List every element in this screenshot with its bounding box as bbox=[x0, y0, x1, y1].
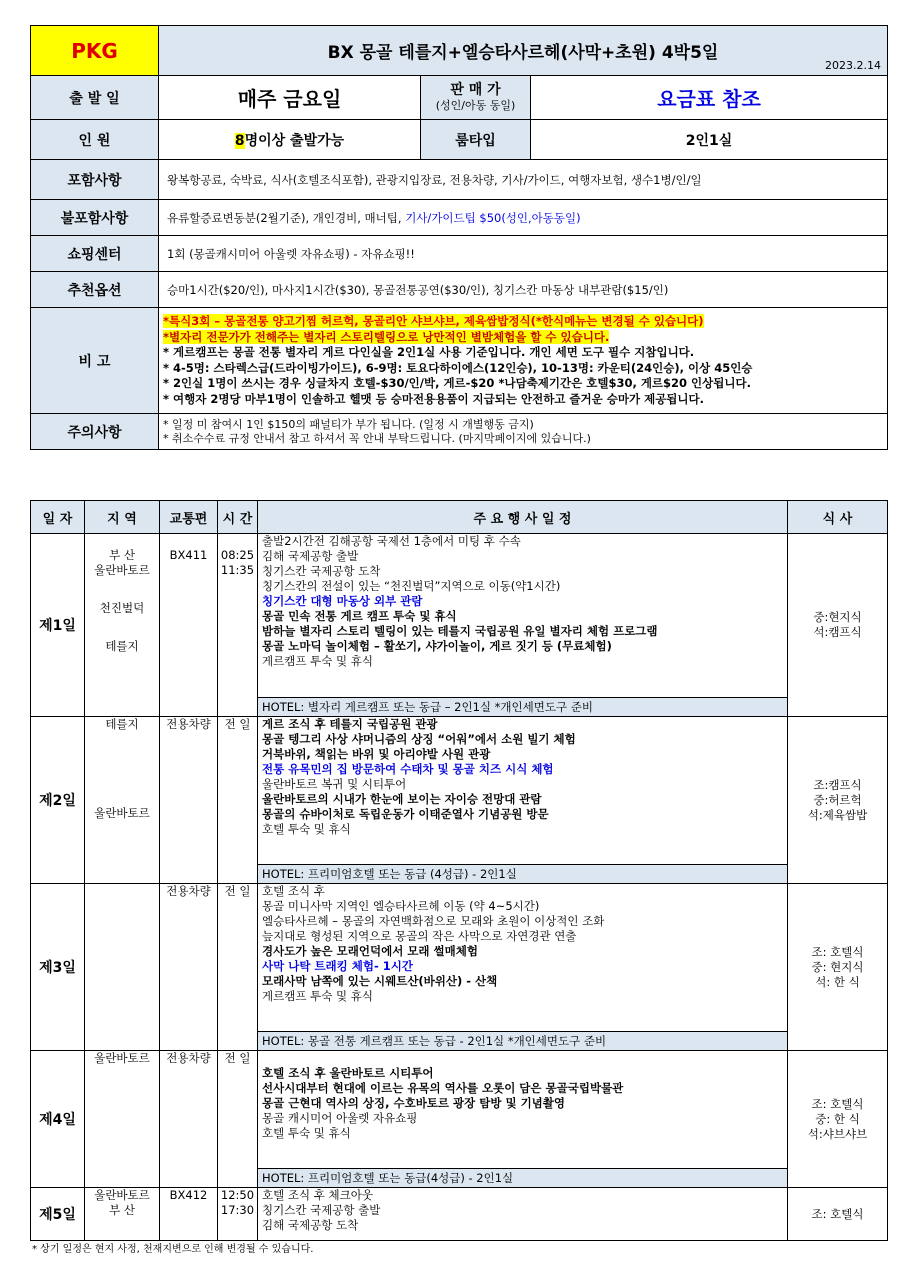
region-name: 테를지 bbox=[105, 717, 139, 731]
schedule-line: 몽골 근현대 역사의 상징, 수호바토르 광장 탐방 및 기념촬영 bbox=[262, 1096, 566, 1110]
day-label: 제3일 bbox=[31, 884, 85, 1051]
region-name: 부 산 bbox=[109, 1203, 135, 1217]
time-cell bbox=[218, 1051, 258, 1188]
schedule-line: 경사도가 높은 모래언덕에서 모래 썰매체험 bbox=[262, 944, 478, 958]
schedule-line: 울란바토르 복귀 및 시티투어 bbox=[262, 777, 407, 791]
meal-item: 조: 호텔식 bbox=[811, 1206, 864, 1221]
issue-date: 2023.2.14 bbox=[825, 59, 881, 72]
schedule-line: 엘승타사르헤 – 몽골의 자연백화점으로 모래와 초원이 이상적인 조화 bbox=[262, 914, 605, 928]
schedule-line: 울란바토르의 시내가 한눈에 보이는 자이승 전망대 관람 bbox=[262, 792, 542, 806]
transport-text: BX412 bbox=[169, 1188, 208, 1202]
region-name bbox=[85, 578, 159, 593]
day-row bbox=[31, 534, 888, 717]
caution-line: * 취소수수료 규정 안내서 참고 하셔서 꼭 안내 부탁드립니다. (마지막페이지에 있습니다.) bbox=[163, 431, 591, 445]
meal-cell bbox=[788, 534, 888, 717]
notes-list bbox=[159, 308, 888, 414]
schedule-line: 몽골 노마딕 놀이체험 – 활쏘기, 샤가이놀이, 게르 짓기 등 (무료체험) bbox=[262, 639, 612, 653]
time-cell bbox=[218, 1188, 258, 1241]
meal-cell bbox=[788, 1188, 888, 1241]
transport-text: 전용차량 bbox=[166, 717, 211, 731]
schedule-cell bbox=[258, 534, 788, 717]
meal-item: 석: 한 식 bbox=[815, 974, 860, 989]
schedule-cell bbox=[258, 717, 788, 884]
meal-item: 조:캠프식 bbox=[813, 777, 862, 792]
include-value: 왕복항공료, 숙박료, 식사(호텔조식포함), 관광지입장료, 전용차량, 기사/가이드, 여행자보험, 생수1병/인/일 bbox=[159, 160, 888, 200]
time-text: 전 일 bbox=[224, 717, 251, 731]
transport-cell bbox=[160, 534, 218, 717]
schedule-line: 몽골 텡그리 사상 샤머니즘의 상징 “어워”에서 소원 빌기 체험 bbox=[262, 732, 576, 746]
exclude-text: 유류할증료변동분(2월기준), 개인경비, 매너팁, bbox=[167, 210, 406, 225]
meal-item: 중:현지식 bbox=[813, 610, 862, 624]
schedule-line bbox=[258, 1051, 787, 1066]
transport-text: BX411 bbox=[169, 548, 208, 562]
time-text: 08:25 bbox=[220, 548, 255, 562]
shopping-label: 쇼핑센터 bbox=[31, 236, 159, 272]
caution-list bbox=[159, 414, 888, 450]
note-line: * 여행자 2명당 마부1명이 인솔하고 헬맷 등 승마전용용품이 지급되는 안전하고 즐거운 승마가 제공됩니다. bbox=[163, 391, 705, 406]
col-schedule: 주 요 행 사 일 정 bbox=[258, 501, 788, 534]
schedule-line: 전통 유목민의 집 방문하여 수태차 및 몽골 치즈 시식 체험 bbox=[262, 762, 554, 776]
price-label-sub: (성인/아동 동일) bbox=[435, 98, 516, 112]
time-text: 11:35 bbox=[220, 563, 255, 577]
region-name bbox=[85, 777, 159, 792]
time-text: 전 일 bbox=[224, 1051, 251, 1065]
people-label: 인 원 bbox=[31, 120, 159, 160]
day-label: 제4일 bbox=[31, 1051, 85, 1188]
schedule-line: 호텔 조식 후 bbox=[262, 884, 325, 898]
region-cell bbox=[85, 534, 160, 717]
schedule-line: 호텔 투숙 및 휴식 bbox=[262, 822, 351, 836]
region-cell bbox=[85, 1188, 160, 1241]
day-label: 제1일 bbox=[31, 534, 85, 717]
day-row bbox=[31, 1051, 888, 1188]
itinerary-table bbox=[30, 500, 888, 1241]
schedule-line: 칭기스칸 국제공항 출발 bbox=[262, 1203, 381, 1217]
region-name: 천진벌덕 bbox=[99, 601, 145, 615]
schedule-line: 출발2시간전 김해공항 국제선 1층에서 미팅 후 수속 bbox=[262, 534, 521, 548]
people-value bbox=[159, 120, 421, 160]
schedule-line: 몽골 캐시미어 아울렛 자유쇼핑 bbox=[262, 1111, 418, 1125]
guide-tip-text: 기사/가이드팁 $50(성인,아동동일) bbox=[405, 210, 581, 225]
notes-label: 비 고 bbox=[31, 308, 159, 414]
room-label: 룸타입 bbox=[421, 120, 531, 160]
region-name: 부 산 bbox=[109, 548, 135, 562]
title-text: BX 몽골 테를지+엘승타사르헤(사막+초원) 4박5일 bbox=[327, 43, 719, 63]
region-name bbox=[85, 762, 159, 777]
schedule-line: 게르캠프 투숙 및 휴식 bbox=[262, 654, 373, 668]
schedule-line: 몽골의 슈바이처로 독립운동가 이태준열사 기념공원 방문 bbox=[262, 807, 549, 821]
room-value: 2인1실 bbox=[531, 120, 888, 160]
schedule-line: 늪지대로 형성된 지역으로 몽골의 작은 사막으로 자연경관 연출 bbox=[262, 929, 577, 943]
schedule-line: 호텔 투숙 및 휴식 bbox=[262, 1126, 351, 1140]
price-value: 요금표 참조 bbox=[531, 76, 888, 120]
include-label: 포함사항 bbox=[31, 160, 159, 200]
hotel-info: HOTEL: 몽골 전통 게르캠프 또는 동급 - 2인1실 *개인세면도구 준비 bbox=[258, 1031, 787, 1050]
people-text: 명이상 출발가능 bbox=[244, 132, 345, 149]
note-line: *별자리 전문가가 전해주는 별자리 스토리텔링으로 낭만적인 별밤체험을 할 수 있습니다. bbox=[163, 329, 610, 344]
schedule-line: 호텔 조식 후 체크아웃 bbox=[262, 1188, 373, 1202]
time-text: 17:30 bbox=[220, 1203, 255, 1217]
caution-label: 주의사항 bbox=[31, 414, 159, 450]
region-name: 울란바토르 bbox=[94, 806, 150, 820]
option-value: 승마1시간($20/인), 마사지1시간($30), 몽골전통공연($30/인), 칭기스칸 마동상 내부관람($15/인) bbox=[159, 272, 888, 308]
exclude-label: 불포함사항 bbox=[31, 200, 159, 236]
schedule-line: 김해 국제공항 출발 bbox=[262, 549, 359, 563]
col-transport: 교통편 bbox=[160, 501, 218, 534]
schedule-cell bbox=[258, 884, 788, 1051]
hotel-info: HOTEL: 프리미엄호텔 또는 동급(4성급) - 2인1실 bbox=[258, 1168, 787, 1187]
note-line: * 4-5명: 스타렉스급(드라이빙가이드), 6-9명: 토요다하이에스(12인승), 10-13명: 카운티(24인승), 이상 45인승 bbox=[163, 360, 753, 375]
people-min-number: 8 bbox=[234, 132, 245, 149]
region-cell bbox=[85, 717, 160, 884]
option-label: 추천옵션 bbox=[31, 272, 159, 308]
exclude-value bbox=[159, 200, 888, 236]
meal-item: 석:제육쌈밥 bbox=[807, 807, 868, 822]
schedule-line: 모래사막 남쪽에 있는 시웨트산(바위산) - 산책 bbox=[262, 974, 498, 988]
time-cell bbox=[218, 534, 258, 717]
day-label: 제2일 bbox=[31, 717, 85, 884]
day-row bbox=[31, 884, 888, 1051]
schedule-line: 밤하늘 별자리 스토리 텔링이 있는 테를지 국립공원 유일 별자리 체험 프로그램 bbox=[262, 624, 658, 638]
transport-text: 전용차량 bbox=[166, 884, 211, 898]
schedule-line: 칭기스칸 국제공항 도착 bbox=[262, 564, 381, 578]
price-label-main: 판 매 가 bbox=[450, 81, 501, 98]
transport-cell bbox=[160, 1051, 218, 1188]
schedule-line: 선사시대부터 현대에 이르는 유목의 역사를 오롯이 담은 몽골국립박물관 bbox=[262, 1081, 624, 1095]
region-name: 테를지 bbox=[105, 639, 139, 653]
transport-text: 전용차량 bbox=[166, 1051, 211, 1065]
schedule-cell bbox=[258, 1051, 788, 1188]
region-cell bbox=[85, 884, 160, 1051]
meal-cell bbox=[788, 717, 888, 884]
col-time: 시 간 bbox=[218, 501, 258, 534]
schedule-line: 게르캠프 투숙 및 휴식 bbox=[262, 989, 373, 1003]
region-name: 울란바토르 bbox=[94, 563, 150, 577]
page-title bbox=[159, 26, 888, 76]
day-row bbox=[31, 1188, 888, 1241]
caution-line: * 일정 미 참여시 1인 $150의 패널티가 부가 됩니다. (일정 시 개별행동 금지) bbox=[163, 417, 534, 431]
note-line: * 2인실 1명이 쓰시는 경우 싱글차지 호텔-$30/인/박, 게르-$20 *나담축제기간은 호텔$30, 게르$20 인상됩니다. bbox=[163, 376, 751, 390]
schedule-line: 몽골 민속 전통 게르 캠프 투숙 및 휴식 bbox=[262, 609, 457, 623]
transport-cell bbox=[160, 884, 218, 1051]
schedule-line: 게르 조식 후 테를지 국립공원 관광 bbox=[262, 717, 438, 731]
schedule-line: 호텔 조식 후 울란바토르 시티투어 bbox=[262, 1066, 434, 1080]
transport-cell bbox=[160, 1188, 218, 1241]
schedule-line: 거북바위, 책읽는 바위 및 아리야발 사원 관광 bbox=[262, 747, 491, 761]
time-cell bbox=[218, 717, 258, 884]
schedule-cell bbox=[258, 1188, 788, 1241]
hotel-info: HOTEL: 프리미엄호텔 또는 동급 (4성급) - 2인1실 bbox=[258, 864, 787, 883]
departure-value: 매주 금요일 bbox=[159, 76, 421, 120]
footer-note: * 상기 일정은 현지 사정, 천재지변으로 인해 변경될 수 있습니다. bbox=[32, 1244, 314, 1255]
col-region: 지 역 bbox=[85, 501, 160, 534]
summary-table bbox=[30, 25, 888, 450]
price-label bbox=[421, 76, 531, 120]
region-cell bbox=[85, 1051, 160, 1188]
region-name: 울란바토르 bbox=[94, 1051, 150, 1065]
region-name bbox=[85, 747, 159, 762]
meal-item: 조: 호텔식 bbox=[811, 1096, 864, 1111]
note-line: *특식3회 – 몽골전통 양고기찜 허르헉, 몽골리안 샤브샤브, 제육쌈밥정식(*한식메뉴는 변경될 수 있습니다) bbox=[163, 314, 704, 328]
region-name: 울란바토르 bbox=[94, 1188, 150, 1202]
transport-cell bbox=[160, 717, 218, 884]
meal-item: 중: 현지식 bbox=[811, 959, 864, 974]
meal-item: 석:캠프식 bbox=[813, 625, 862, 639]
schedule-line: 칭기스칸 대형 마동상 외부 관람 bbox=[262, 594, 423, 608]
time-text: 12:50 bbox=[220, 1188, 255, 1202]
region-name bbox=[85, 616, 159, 631]
hotel-info: HOTEL: 별자리 게르캠프 또는 동급 – 2인1실 *개인세면도구 준비 bbox=[258, 697, 787, 716]
schedule-line: 칭기스칸의 전설이 있는 “천진벌덕”지역으로 이동(약1시간) bbox=[262, 579, 561, 593]
departure-label: 출 발 일 bbox=[31, 76, 159, 120]
time-text: 전 일 bbox=[224, 884, 251, 898]
shopping-value: 1회 (몽골캐시미어 아울렛 자유쇼핑) - 자유쇼핑!! bbox=[159, 236, 888, 272]
schedule-line: 몽골 미니사막 지역인 엘승타사르헤 이동 (약 4~5시간) bbox=[262, 899, 540, 913]
day-label: 제5일 bbox=[31, 1188, 85, 1241]
day-row bbox=[31, 717, 888, 884]
region-name bbox=[85, 732, 159, 747]
meal-item: 중: 한 식 bbox=[815, 1111, 860, 1126]
schedule-line: 김해 국제공항 도착 bbox=[262, 1218, 359, 1232]
meal-item: 석:샤브샤브 bbox=[807, 1126, 868, 1141]
meal-cell bbox=[788, 1051, 888, 1188]
schedule-line: 사막 나탁 트래킹 체험- 1시간 bbox=[262, 959, 413, 973]
pkg-badge: PKG bbox=[31, 26, 159, 76]
meal-item: 조: 호텔식 bbox=[811, 944, 864, 959]
note-line: * 게르캠프는 몽골 전통 별자리 게르 다인실을 2인1실 사용 기준입니다. 개인 세면 도구 필수 지참입니다. bbox=[163, 345, 695, 359]
meal-item: 중:허르헉 bbox=[813, 792, 862, 807]
col-meal: 식 사 bbox=[788, 501, 888, 534]
time-cell bbox=[218, 884, 258, 1051]
col-day: 일 자 bbox=[31, 501, 85, 534]
meal-cell bbox=[788, 884, 888, 1051]
